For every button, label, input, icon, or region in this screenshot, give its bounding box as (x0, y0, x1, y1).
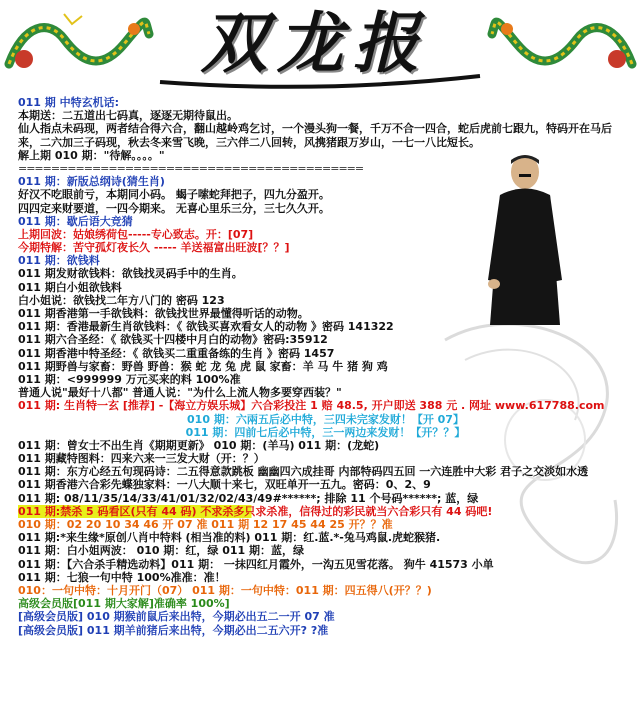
left-dragon-icon (4, 4, 154, 84)
text-line: 011 期:禁杀 5 码看区(只有 44 码) 不求杀多只求杀准，信得过的彩民就当六合彩只有 44 码吧! (18, 505, 633, 518)
text-line: 011 期：白小姐两波： 010 期：红，绿 011 期：蓝，绿 (18, 544, 305, 558)
text-line: 白小姐说：欲钱找二年方八门的 密码 123 (18, 293, 225, 307)
text-line: 011 期藏特图料：四来六来一三发大财（开：？） (18, 452, 265, 466)
text-line: 011 期: 生肖特一玄 [推荐] -【海立方娱乐城】六合彩投注 1 赔 48.5, 开户即送 388 元 . 网址 www.617788.com (18, 399, 605, 413)
text-line: 011 期：<999999 万元买来的料 100%准 (18, 372, 241, 386)
text-line: 011 期：七狼一句中特 100%准准：准！ (18, 570, 226, 584)
title-underline-icon (150, 70, 490, 92)
text-line: 011 期: 08/11/35/14/33/41/01/32/02/43/49#******; 排除 11 个号码******; 蓝，绿 (18, 491, 479, 505)
text-line: 仙人指点未码现，两者结合得六合，翻山越岭鸡乞讨，一个漫头狗一餐，千万不合一四合，蛇后虎前七跟九，特码开在马后来，二六加三子码现，秋去冬来雪飞晚，三六伴二八回转，风携猪跟万岁山，一七一八比短长。 (18, 122, 612, 149)
text-line: 011 期野兽与家畜：野兽 野兽：猴 蛇 龙 兔 虎 鼠 家畜：羊 马 牛 猪 狗 鸡 (18, 359, 388, 373)
text-line: 011 期白小姐欲钱料 (18, 280, 122, 294)
right-dragon-icon (487, 4, 637, 84)
text-line: 解上期 010 期："待解。。。。" (18, 148, 165, 162)
page-title: 双龙报 (201, 4, 429, 82)
text-line: [高级会员版] 010 期猴前鼠后来出特，今期必出五二一开 07 准 (18, 610, 335, 624)
text-line: 011 期发财欲钱料：欲钱找灵码手中的生肖。 (18, 267, 243, 281)
text-line: 011 期香港第一手欲钱料：欲钱找世界最懂得听话的动物。 (18, 307, 309, 321)
text-line: 011 期六合圣经：《 欲钱买十四楼中月白的动物》密码:35912 (18, 333, 328, 347)
text-line: 011 期 中特玄机话: (18, 96, 120, 109)
text-line: 011 期：东方心经五句现码诗：二五得意款跳板 幽幽四六成挂哥 内部特码四五回 一六连胜中大彩 君子之交淡如水透 (18, 465, 589, 479)
text-line: 011 期：四前七后必中特，三一两边来发财！【开？？】 (185, 425, 466, 439)
text-line: 010 期：六兩五后必中特，三四未完家发财！【开 07】 (187, 412, 464, 426)
text-line: 011 期香港六合彩先蝶独家料：一八大顺十来七，双旺单开一五九。密码：0、2、9 (18, 478, 431, 492)
text-line: 上期回波：姑娘绣荷包-----专心致志。开：[07] (18, 227, 254, 241)
text-line: [高级会员版] 011 期羊前猪后来出特，今期必出二五六开? ?准 (18, 623, 329, 637)
text-line: 010 期：02 20 10 34 46 开 07 准 011 期 12 17 45 44 25 开？？准 (18, 518, 393, 532)
text-line: 011 期：欲钱料 (18, 254, 100, 268)
text-line: 011 期:*来生缘*原创八肖中特料 (相当准的料) 011 期：红.蓝.*-兔马鸡鼠.虎蛇猴猪. (18, 531, 441, 545)
text-line: 今期特解：苦守孤灯夜长久 ----- 羊送福富出旺波[？？] (18, 241, 290, 255)
text-line: 011 期：新版总纲诗(猜生肖) (18, 175, 165, 189)
text-line: 普通人说"最好十八都" 普通人说："为什么上流人物多要穿西装？" (18, 386, 342, 400)
text-line: 011 期：香港最新生肖欲钱料：《 欲钱买喜欢看女人的动物 》密码 141322 (18, 320, 394, 334)
article-body (18, 96, 633, 637)
text-line: 011 期香港中特圣经：《 欲钱买二重重备练的生肖 》密码 1457 (18, 346, 335, 360)
text-line: 010：一句中特：十月开门（07） 011 期：一句中特：011 期：四五得八(开？？) (18, 583, 432, 597)
text-line: 011 期：曾女士不出生肖《期期更新》 010 期：(羊马) 011 期：(龙蛇) (18, 438, 380, 452)
text-line: 本期送：二五道出七码真，逐逐无期待鼠出。 (18, 109, 238, 123)
text-line: ========================================== (18, 161, 364, 175)
text-line: 011 期：歇后语大竞猜 (18, 214, 133, 228)
text-line: 四四定来财要道，一四今期来。 无喜心里乐三分，三七久久开。 (18, 201, 330, 215)
text-line: 好汉不吃眼前亏，本期同小码。 蝎子嗦蛇拜把子，四九分盈开。 (18, 188, 330, 202)
text-line: 011 期：【六合杀手精选动料】011 期： 一抹四红月霞外，一沟五见雪花落。 狗牛 41573 小单 (18, 557, 494, 571)
masthead (0, 0, 641, 95)
text-line: 高级会员版[011 期大家解]准确率 100%] (18, 597, 230, 611)
